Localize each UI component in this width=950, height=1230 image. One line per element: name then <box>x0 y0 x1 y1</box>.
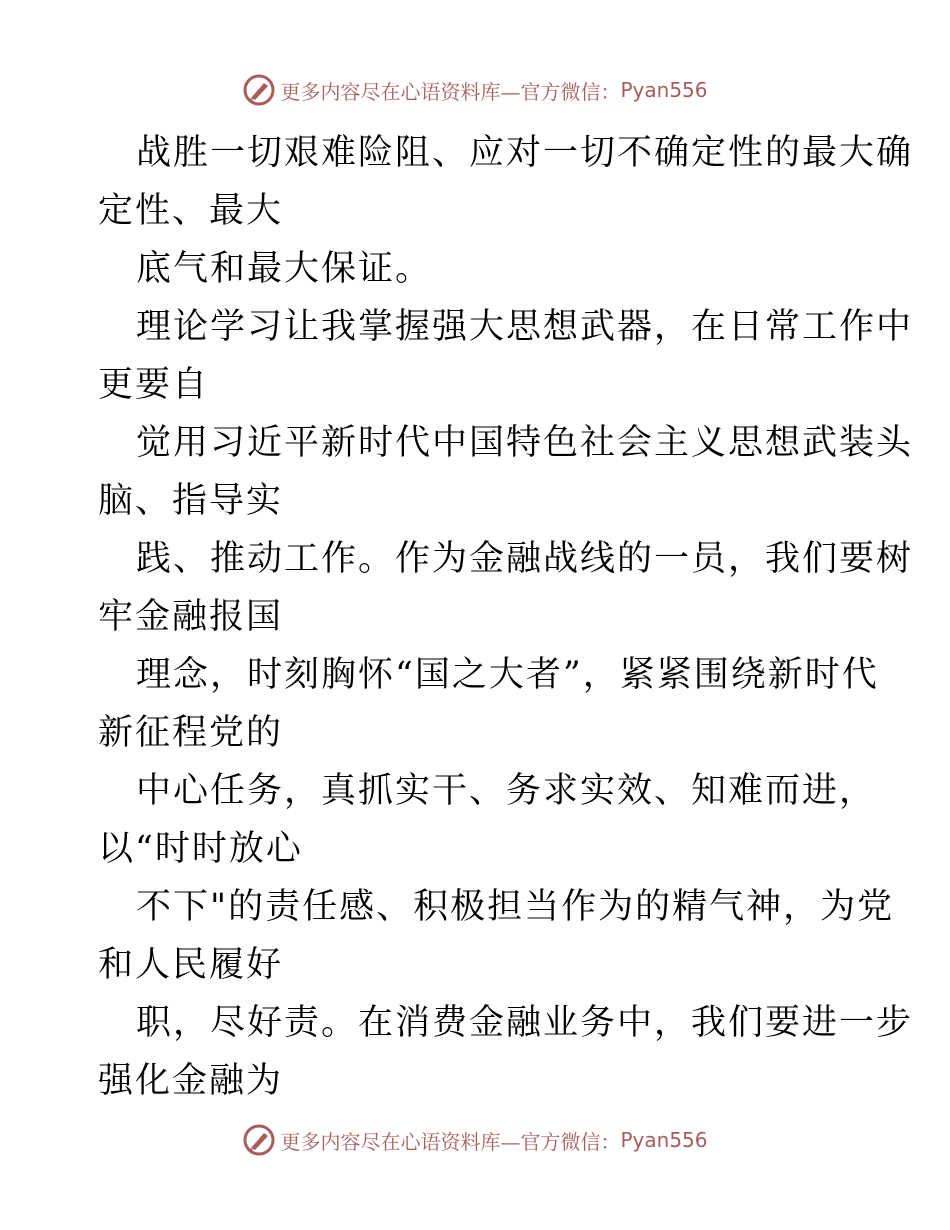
text-line: 不下"的责任感、积极担当作为的精气神，为党 <box>136 887 895 927</box>
text-line: 理论学习让我掌握强大思想武器，在日常工作中 <box>136 307 914 347</box>
text-line: 脑、指导实 <box>98 481 284 521</box>
text-line: 牢金融报国 <box>98 597 284 637</box>
text-line: 战胜一切艰难险阻、应对一切不确定性的最大确 <box>136 133 914 173</box>
watermark-text: 更多内容尽在心语资料库—官方微信： <box>280 1129 621 1154</box>
text-line: 理念，时刻胸怀“国之大者”，紧紧围绕新时代 <box>136 655 879 695</box>
text-line: 以“时时放心 <box>98 829 303 869</box>
text-line: 职，尽好责。在消费金融业务中，我们要进一步 <box>136 1003 914 1043</box>
text-line: 觉用习近平新时代中国特色社会主义思想武装头 <box>136 423 914 463</box>
text-line: 践、推动工作。作为金融战线的一员，我们要树 <box>136 539 914 579</box>
watermark-wechat-id: Pyan556 <box>620 1128 708 1152</box>
text-line: 底气和最大保证。 <box>136 249 433 289</box>
header-watermark <box>0 70 950 110</box>
watermark-text: 更多内容尽在心语资料库—官方微信： <box>280 79 621 104</box>
text-line: 新征程党的 <box>98 713 284 753</box>
watermark-wechat-id: Pyan556 <box>620 78 708 102</box>
footer-watermark <box>0 1120 950 1160</box>
pen-logo-icon <box>242 1123 276 1157</box>
text-line: 中心任务，真抓实干、务求实效、知难而进， <box>136 771 877 811</box>
pen-logo-icon <box>242 73 276 107</box>
text-line: 和人民履好 <box>98 945 284 985</box>
text-line: 定性、最大 <box>98 191 284 231</box>
text-line: 更要自 <box>98 365 210 405</box>
document-body <box>98 124 914 1110</box>
text-line: 强化金融为 <box>98 1061 284 1101</box>
